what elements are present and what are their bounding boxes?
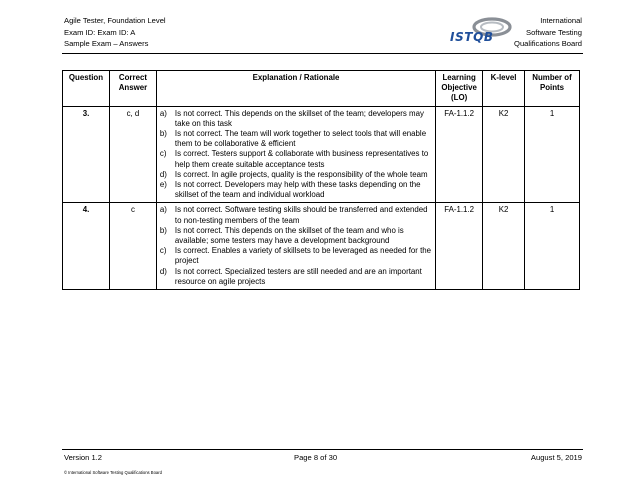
header-exam-id: Exam ID: Exam ID: A: [64, 27, 136, 37]
option-text: Is not correct. This depends on the skillset of the team and who is available; some testers may have a development background: [174, 225, 404, 246]
option-text: Is correct. Testers support & collaborate with business representatives to help them create suitable acceptance tests: [174, 149, 429, 169]
header-org-line-3: Qualifications Board: [514, 39, 582, 49]
option-item: [160, 149, 432, 169]
option-letter: d): [159, 266, 167, 276]
footer-divider: [62, 449, 583, 450]
header-org-line-2: Software Testing: [526, 27, 582, 37]
option-text: Is correct. In agile projects, quality is the responsibility of the whole team: [174, 169, 428, 179]
istqb-logo: [450, 16, 516, 48]
option-text: Is correct. Enables a variety of skillsets to be leveraged as needed for the project: [174, 246, 432, 266]
option-letter: a): [159, 205, 167, 215]
correct-answer: c, d: [109, 106, 156, 203]
explanation-cell: [156, 106, 435, 203]
col-question: Question: [63, 71, 110, 107]
option-letter: c): [159, 149, 167, 159]
option-item: [160, 246, 432, 266]
k-level: K2: [483, 203, 525, 290]
option-text: Is not correct. Developers may help with these tasks depending on the skillset of the team and individual workload: [174, 180, 421, 200]
footer-page-number: Page 8 of 30: [294, 453, 338, 462]
footer-version: Version 1.2: [64, 453, 102, 462]
option-item: [160, 267, 432, 287]
footer-date: August 5, 2019: [530, 453, 582, 462]
answers-table: [62, 70, 580, 290]
col-explanation: Explanation / Rationale: [156, 71, 435, 107]
learning-objective: FA-1.1.2: [436, 106, 483, 203]
header-doc-type: Sample Exam – Answers: [64, 39, 149, 49]
col-correct-answer: Correct Answer: [109, 71, 156, 107]
option-letter: b): [159, 225, 167, 235]
col-k-level: K-level: [483, 71, 525, 107]
logo-text: ISTQB: [450, 30, 494, 44]
col-points: Number of Points: [525, 71, 580, 107]
table-row: [63, 106, 580, 203]
option-letter: b): [159, 129, 167, 139]
option-item: [160, 109, 432, 129]
header-right: [514, 15, 582, 50]
header-syllabus: Agile Tester, Foundation Level: [64, 16, 166, 25]
option-text: Is not correct. The team will work together to select tools that will enable them to be collaborative & efficient: [174, 129, 427, 149]
option-item: [160, 205, 432, 225]
option-text: Is not correct. Specialized testers are still needed and are an important resource on agile projects: [174, 266, 422, 286]
option-text: Is not correct. Software testing skills should be transferred and extended to non-testing members of the team: [174, 205, 428, 225]
explanation-cell: [156, 203, 435, 290]
option-item: [160, 170, 432, 180]
learning-objective: FA-1.1.2: [436, 203, 483, 290]
header-divider: [62, 53, 583, 54]
option-letter: a): [159, 108, 167, 118]
option-item: [160, 180, 432, 200]
option-text: Is not correct. This depends on the skillset of the team; developers may take on this task: [174, 108, 424, 128]
option-item: [160, 226, 432, 246]
option-letter: c): [159, 246, 167, 256]
points: 1: [525, 203, 580, 290]
points: 1: [525, 106, 580, 203]
footer-copyright: © International Software Testing Qualifications Board: [64, 470, 162, 475]
table-row: [63, 203, 580, 290]
option-letter: e): [159, 180, 167, 190]
question-number: 4.: [63, 203, 110, 290]
question-number: 3.: [63, 106, 110, 203]
correct-answer: c: [109, 203, 156, 290]
k-level: K2: [483, 106, 525, 203]
col-learning-objective: Learning Objective (LO): [436, 71, 483, 107]
header-left: [64, 15, 166, 50]
option-letter: d): [159, 169, 167, 179]
table-header-row: [63, 71, 580, 107]
header-org-line-1: International: [540, 16, 582, 25]
option-item: [160, 129, 432, 149]
